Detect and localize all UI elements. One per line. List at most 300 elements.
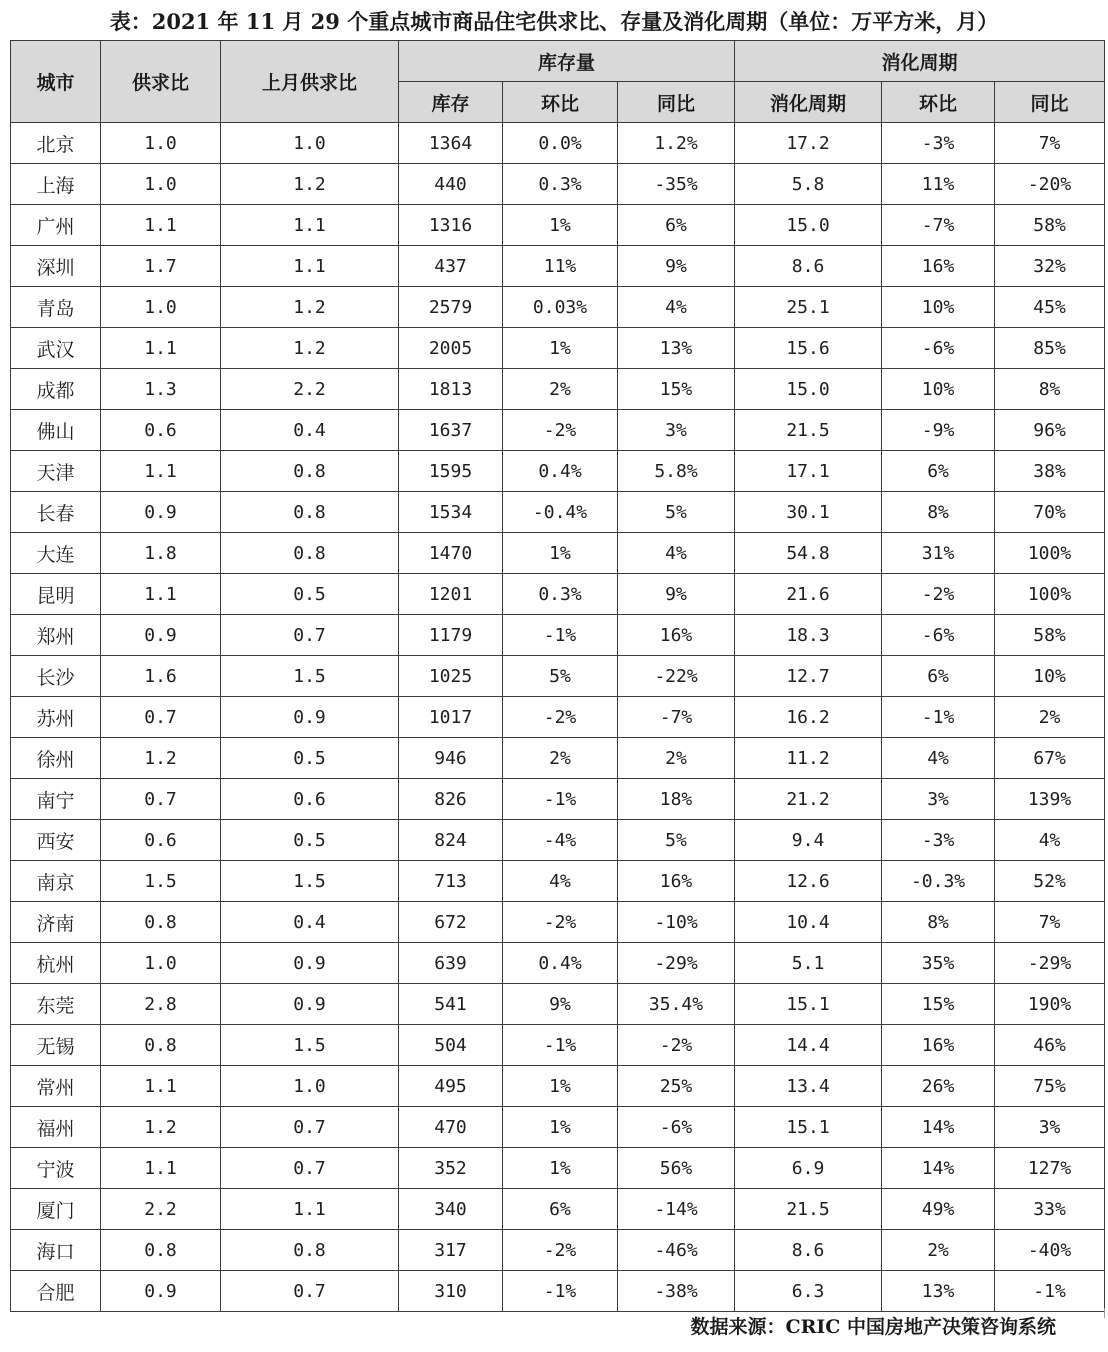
cell-inventory: 1025 <box>399 656 503 697</box>
cell-city: 合肥 <box>11 1271 101 1312</box>
cell-digest-mom: 16% <box>882 246 995 287</box>
cell-prev-month-ratio: 1.0 <box>221 1066 399 1107</box>
cell-city: 苏州 <box>11 697 101 738</box>
cell-city: 东莞 <box>11 984 101 1025</box>
cell-digest-period: 6.9 <box>735 1148 882 1189</box>
cell-supply-ratio: 1.1 <box>101 205 221 246</box>
cell-prev-month-ratio: 0.5 <box>221 574 399 615</box>
header-digest-period: 消化周期 <box>735 82 882 123</box>
cell-digest-mom: 31% <box>882 533 995 574</box>
cell-digest-period: 12.6 <box>735 861 882 902</box>
cell-inventory-mom: 5% <box>503 656 618 697</box>
cell-digest-yoy: 45% <box>995 287 1105 328</box>
cell-prev-month-ratio: 0.9 <box>221 984 399 1025</box>
cell-supply-ratio: 1.8 <box>101 533 221 574</box>
cell-digest-yoy: 3% <box>995 1107 1105 1148</box>
cell-supply-ratio: 1.1 <box>101 1066 221 1107</box>
cell-city: 成都 <box>11 369 101 410</box>
cell-prev-month-ratio: 1.1 <box>221 205 399 246</box>
cell-digest-yoy: 32% <box>995 246 1105 287</box>
table-row <box>11 164 1105 205</box>
cell-inventory-yoy: 18% <box>618 779 735 820</box>
cell-supply-ratio: 0.9 <box>101 615 221 656</box>
cell-inventory-yoy: 13% <box>618 328 735 369</box>
cell-digest-period: 10.4 <box>735 902 882 943</box>
cell-prev-month-ratio: 0.5 <box>221 738 399 779</box>
cell-supply-ratio: 1.2 <box>101 1107 221 1148</box>
cell-supply-ratio: 2.8 <box>101 984 221 1025</box>
table-row <box>11 615 1105 656</box>
cell-supply-ratio: 1.0 <box>101 287 221 328</box>
cell-inventory-yoy: 4% <box>618 533 735 574</box>
table-row <box>11 1148 1105 1189</box>
table-row <box>11 779 1105 820</box>
cell-prev-month-ratio: 0.7 <box>221 1271 399 1312</box>
data-source-note: 数据来源：CRIC 中国房地产决策咨询系统 <box>690 1316 1056 1338</box>
cell-digest-period: 12.7 <box>735 656 882 697</box>
cell-inventory-mom: -1% <box>503 1271 618 1312</box>
cell-digest-yoy: 52% <box>995 861 1105 902</box>
header-digest-mom: 环比 <box>882 82 995 123</box>
cell-digest-yoy: 46% <box>995 1025 1105 1066</box>
cell-prev-month-ratio: 1.5 <box>221 1025 399 1066</box>
cell-inventory: 1534 <box>399 492 503 533</box>
cell-digest-yoy: 8% <box>995 369 1105 410</box>
cell-inventory-yoy: 35.4% <box>618 984 735 1025</box>
cell-inventory-yoy: -2% <box>618 1025 735 1066</box>
cell-inventory-mom: 0.3% <box>503 574 618 615</box>
cell-supply-ratio: 0.8 <box>101 902 221 943</box>
table-title: 表：2021 年 11 月 29 个重点城市商品住宅供求比、存量及消化周期（单位：万平方米，月） <box>109 9 999 34</box>
cell-digest-mom: 35% <box>882 943 995 984</box>
cell-digest-mom: -1% <box>882 697 995 738</box>
cell-city: 长春 <box>11 492 101 533</box>
cell-inventory-yoy: -46% <box>618 1230 735 1271</box>
cell-city: 海口 <box>11 1230 101 1271</box>
cell-inventory-mom: 0.3% <box>503 164 618 205</box>
cell-inventory: 340 <box>399 1189 503 1230</box>
cell-supply-ratio: 1.0 <box>101 123 221 164</box>
cell-prev-month-ratio: 1.0 <box>221 123 399 164</box>
cell-supply-ratio: 1.1 <box>101 451 221 492</box>
cell-digest-period: 25.1 <box>735 287 882 328</box>
cell-inventory-mom: 0.4% <box>503 943 618 984</box>
cell-prev-month-ratio: 0.8 <box>221 492 399 533</box>
table-row <box>11 287 1105 328</box>
cell-inventory-mom: 2% <box>503 369 618 410</box>
cell-prev-month-ratio: 0.8 <box>221 451 399 492</box>
cell-digest-yoy: -40% <box>995 1230 1105 1271</box>
cell-inventory-mom: -1% <box>503 1025 618 1066</box>
cell-inventory: 437 <box>399 246 503 287</box>
table-row <box>11 984 1105 1025</box>
cell-inventory: 504 <box>399 1025 503 1066</box>
cell-digest-period: 13.4 <box>735 1066 882 1107</box>
cell-digest-period: 16.2 <box>735 697 882 738</box>
cell-digest-period: 8.6 <box>735 246 882 287</box>
cell-inventory-yoy: 3% <box>618 410 735 451</box>
cell-digest-mom: 49% <box>882 1189 995 1230</box>
cell-prev-month-ratio: 0.9 <box>221 943 399 984</box>
cell-digest-mom: 8% <box>882 902 995 943</box>
cell-digest-period: 14.4 <box>735 1025 882 1066</box>
cell-inventory-mom: 0.0% <box>503 123 618 164</box>
cell-inventory: 1017 <box>399 697 503 738</box>
cell-inventory-yoy: -35% <box>618 164 735 205</box>
table-row <box>11 1271 1105 1312</box>
cell-supply-ratio: 0.6 <box>101 820 221 861</box>
cell-digest-mom: 6% <box>882 451 995 492</box>
cell-digest-yoy: 7% <box>995 123 1105 164</box>
table-row <box>11 410 1105 451</box>
cell-digest-mom: 15% <box>882 984 995 1025</box>
cell-digest-mom: 13% <box>882 1271 995 1312</box>
cell-prev-month-ratio: 1.1 <box>221 1189 399 1230</box>
cell-inventory-yoy: 6% <box>618 205 735 246</box>
cell-city: 济南 <box>11 902 101 943</box>
cell-digest-yoy: 100% <box>995 533 1105 574</box>
header-inventory-group: 库存量 <box>399 41 735 82</box>
cell-digest-yoy: -29% <box>995 943 1105 984</box>
cell-inventory-mom: 4% <box>503 861 618 902</box>
header-city: 城市 <box>11 41 101 123</box>
cell-digest-yoy: 33% <box>995 1189 1105 1230</box>
cell-prev-month-ratio: 1.1 <box>221 246 399 287</box>
cell-inventory: 1316 <box>399 205 503 246</box>
cell-digest-period: 54.8 <box>735 533 882 574</box>
cell-inventory-mom: 2% <box>503 738 618 779</box>
table-row <box>11 861 1105 902</box>
table-row <box>11 205 1105 246</box>
cell-digest-mom: 8% <box>882 492 995 533</box>
cell-city: 上海 <box>11 164 101 205</box>
cell-city: 西安 <box>11 820 101 861</box>
cell-inventory-mom: 6% <box>503 1189 618 1230</box>
cell-prev-month-ratio: 0.7 <box>221 615 399 656</box>
cell-digest-period: 15.0 <box>735 205 882 246</box>
cell-inventory: 826 <box>399 779 503 820</box>
cell-supply-ratio: 1.7 <box>101 246 221 287</box>
cell-digest-mom: 6% <box>882 656 995 697</box>
cell-digest-yoy: 7% <box>995 902 1105 943</box>
table-row <box>11 943 1105 984</box>
table-row <box>11 1107 1105 1148</box>
cell-supply-ratio: 1.0 <box>101 943 221 984</box>
cell-city: 佛山 <box>11 410 101 451</box>
cell-city: 常州 <box>11 1066 101 1107</box>
table-row <box>11 451 1105 492</box>
table-row <box>11 1230 1105 1271</box>
cell-digest-period: 17.2 <box>735 123 882 164</box>
header-inventory: 库存 <box>399 82 503 123</box>
header-digest-group: 消化周期 <box>735 41 1105 82</box>
cell-digest-yoy: 127% <box>995 1148 1105 1189</box>
cell-inventory-yoy: -22% <box>618 656 735 697</box>
table-row <box>11 820 1105 861</box>
cell-supply-ratio: 1.0 <box>101 164 221 205</box>
cell-digest-period: 30.1 <box>735 492 882 533</box>
cell-digest-period: 9.4 <box>735 820 882 861</box>
cell-inventory: 541 <box>399 984 503 1025</box>
cell-inventory: 1179 <box>399 615 503 656</box>
cell-digest-yoy: 58% <box>995 615 1105 656</box>
cell-digest-yoy: -20% <box>995 164 1105 205</box>
table-row <box>11 123 1105 164</box>
cell-inventory-mom: 1% <box>503 533 618 574</box>
cell-digest-mom: 2% <box>882 1230 995 1271</box>
header-prev-month-ratio: 上月供求比 <box>221 41 399 123</box>
table-row <box>11 492 1105 533</box>
header-inventory-yoy: 同比 <box>618 82 735 123</box>
cell-digest-mom: -6% <box>882 328 995 369</box>
cell-inventory-yoy: 56% <box>618 1148 735 1189</box>
cell-city: 天津 <box>11 451 101 492</box>
cell-supply-ratio: 1.3 <box>101 369 221 410</box>
cell-city: 福州 <box>11 1107 101 1148</box>
cell-supply-ratio: 1.1 <box>101 328 221 369</box>
cell-inventory-mom: 11% <box>503 246 618 287</box>
cell-prev-month-ratio: 0.8 <box>221 533 399 574</box>
cell-digest-mom: -3% <box>882 820 995 861</box>
cell-prev-month-ratio: 0.5 <box>221 820 399 861</box>
cell-digest-period: 11.2 <box>735 738 882 779</box>
cell-inventory: 672 <box>399 902 503 943</box>
cell-inventory-mom: -2% <box>503 902 618 943</box>
city-supply-table <box>10 40 1105 1312</box>
cell-inventory-yoy: 2% <box>618 738 735 779</box>
cell-digest-yoy: -1% <box>995 1271 1105 1312</box>
cell-digest-yoy: 4% <box>995 820 1105 861</box>
cell-inventory-mom: -1% <box>503 779 618 820</box>
cell-city: 深圳 <box>11 246 101 287</box>
cell-digest-yoy: 85% <box>995 328 1105 369</box>
header-digest-yoy: 同比 <box>995 82 1105 123</box>
cell-inventory-mom: -4% <box>503 820 618 861</box>
cell-inventory-mom: 1% <box>503 1107 618 1148</box>
cell-digest-period: 21.6 <box>735 574 882 615</box>
cell-prev-month-ratio: 0.7 <box>221 1107 399 1148</box>
cell-inventory: 2579 <box>399 287 503 328</box>
cell-prev-month-ratio: 1.2 <box>221 328 399 369</box>
cell-prev-month-ratio: 0.6 <box>221 779 399 820</box>
cell-inventory-yoy: -29% <box>618 943 735 984</box>
cell-digest-period: 6.3 <box>735 1271 882 1312</box>
cell-inventory-yoy: 4% <box>618 287 735 328</box>
cell-supply-ratio: 1.5 <box>101 861 221 902</box>
cell-inventory-yoy: 1.2% <box>618 123 735 164</box>
cell-inventory-yoy: -6% <box>618 1107 735 1148</box>
table-row <box>11 1189 1105 1230</box>
cell-city: 长沙 <box>11 656 101 697</box>
cell-city: 杭州 <box>11 943 101 984</box>
cell-inventory-mom: 1% <box>503 1148 618 1189</box>
cell-inventory-yoy: 9% <box>618 246 735 287</box>
cell-supply-ratio: 0.8 <box>101 1025 221 1066</box>
cell-inventory-yoy: -14% <box>618 1189 735 1230</box>
table-row <box>11 1066 1105 1107</box>
cell-inventory: 713 <box>399 861 503 902</box>
cell-supply-ratio: 1.2 <box>101 738 221 779</box>
cell-inventory-yoy: -38% <box>618 1271 735 1312</box>
cell-city: 北京 <box>11 123 101 164</box>
cell-supply-ratio: 1.1 <box>101 1148 221 1189</box>
cell-inventory: 1470 <box>399 533 503 574</box>
cell-digest-yoy: 38% <box>995 451 1105 492</box>
cell-inventory-yoy: 5.8% <box>618 451 735 492</box>
cell-digest-yoy: 2% <box>995 697 1105 738</box>
cell-supply-ratio: 0.8 <box>101 1230 221 1271</box>
cell-digest-yoy: 75% <box>995 1066 1105 1107</box>
cell-inventory-mom: 1% <box>503 205 618 246</box>
cell-inventory-yoy: 9% <box>618 574 735 615</box>
cell-inventory-mom: 1% <box>503 328 618 369</box>
header-inventory-mom: 环比 <box>503 82 618 123</box>
cell-city: 徐州 <box>11 738 101 779</box>
cell-inventory: 946 <box>399 738 503 779</box>
cell-digest-yoy: 139% <box>995 779 1105 820</box>
cell-digest-period: 8.6 <box>735 1230 882 1271</box>
cell-supply-ratio: 0.6 <box>101 410 221 451</box>
table-row <box>11 533 1105 574</box>
cell-inventory: 352 <box>399 1148 503 1189</box>
cell-digest-yoy: 190% <box>995 984 1105 1025</box>
cell-city: 武汉 <box>11 328 101 369</box>
cell-inventory-mom: -2% <box>503 1230 618 1271</box>
cell-inventory: 1637 <box>399 410 503 451</box>
cell-supply-ratio: 0.9 <box>101 1271 221 1312</box>
cell-inventory-mom: -0.4% <box>503 492 618 533</box>
cell-inventory-yoy: 5% <box>618 820 735 861</box>
table-row <box>11 328 1105 369</box>
cell-city: 南宁 <box>11 779 101 820</box>
cell-digest-mom: 26% <box>882 1066 995 1107</box>
cell-inventory-yoy: 25% <box>618 1066 735 1107</box>
cell-prev-month-ratio: 1.2 <box>221 164 399 205</box>
cell-digest-yoy: 100% <box>995 574 1105 615</box>
cell-inventory-yoy: 16% <box>618 615 735 656</box>
cell-inventory-mom: 9% <box>503 984 618 1025</box>
cell-inventory-mom: 0.03% <box>503 287 618 328</box>
cell-supply-ratio: 1.6 <box>101 656 221 697</box>
cell-supply-ratio: 2.2 <box>101 1189 221 1230</box>
cell-digest-mom: 14% <box>882 1107 995 1148</box>
cell-inventory-yoy: 5% <box>618 492 735 533</box>
cell-inventory: 310 <box>399 1271 503 1312</box>
cell-prev-month-ratio: 1.2 <box>221 287 399 328</box>
cell-inventory: 2005 <box>399 328 503 369</box>
cell-digest-mom: -9% <box>882 410 995 451</box>
cell-digest-yoy: 96% <box>995 410 1105 451</box>
cell-digest-period: 15.0 <box>735 369 882 410</box>
cell-inventory: 824 <box>399 820 503 861</box>
table-row <box>11 574 1105 615</box>
cell-digest-period: 15.1 <box>735 1107 882 1148</box>
cell-inventory: 470 <box>399 1107 503 1148</box>
cell-digest-mom: -0.3% <box>882 861 995 902</box>
cell-digest-period: 18.3 <box>735 615 882 656</box>
cell-inventory: 639 <box>399 943 503 984</box>
cell-digest-mom: -7% <box>882 205 995 246</box>
header-supply-ratio: 供求比 <box>101 41 221 123</box>
cell-inventory: 495 <box>399 1066 503 1107</box>
cell-supply-ratio: 1.1 <box>101 574 221 615</box>
table-row <box>11 738 1105 779</box>
cell-inventory-mom: -2% <box>503 697 618 738</box>
cell-prev-month-ratio: 2.2 <box>221 369 399 410</box>
cell-inventory: 1813 <box>399 369 503 410</box>
cell-inventory: 440 <box>399 164 503 205</box>
cell-digest-period: 21.5 <box>735 1189 882 1230</box>
table-row <box>11 1025 1105 1066</box>
cell-digest-yoy: 10% <box>995 656 1105 697</box>
cell-city: 郑州 <box>11 615 101 656</box>
cell-supply-ratio: 0.9 <box>101 492 221 533</box>
cell-prev-month-ratio: 1.5 <box>221 656 399 697</box>
cell-prev-month-ratio: 1.5 <box>221 861 399 902</box>
cell-city: 青岛 <box>11 287 101 328</box>
cell-inventory-mom: 1% <box>503 1066 618 1107</box>
cell-prev-month-ratio: 0.7 <box>221 1148 399 1189</box>
cell-inventory: 1364 <box>399 123 503 164</box>
cell-digest-mom: 16% <box>882 1025 995 1066</box>
table-body <box>11 123 1105 1312</box>
cell-supply-ratio: 0.7 <box>101 779 221 820</box>
cell-digest-period: 15.1 <box>735 984 882 1025</box>
table-row <box>11 369 1105 410</box>
cell-inventory: 317 <box>399 1230 503 1271</box>
cell-digest-yoy: 70% <box>995 492 1105 533</box>
table-row <box>11 246 1105 287</box>
cell-city: 昆明 <box>11 574 101 615</box>
cell-supply-ratio: 0.7 <box>101 697 221 738</box>
cell-digest-mom: 4% <box>882 738 995 779</box>
cell-prev-month-ratio: 0.9 <box>221 697 399 738</box>
cell-inventory-yoy: 16% <box>618 861 735 902</box>
cell-city: 无锡 <box>11 1025 101 1066</box>
cell-digest-mom: -2% <box>882 574 995 615</box>
cell-digest-mom: 10% <box>882 287 995 328</box>
cell-prev-month-ratio: 0.8 <box>221 1230 399 1271</box>
cell-digest-mom: 10% <box>882 369 995 410</box>
cell-digest-yoy: 58% <box>995 205 1105 246</box>
cell-inventory-mom: 0.4% <box>503 451 618 492</box>
cell-inventory-mom: -2% <box>503 410 618 451</box>
cell-digest-period: 21.5 <box>735 410 882 451</box>
cell-digest-yoy: 67% <box>995 738 1105 779</box>
table-row <box>11 902 1105 943</box>
edge-divider <box>1104 1308 1105 1318</box>
cell-digest-mom: 11% <box>882 164 995 205</box>
cell-prev-month-ratio: 0.4 <box>221 410 399 451</box>
cell-inventory-mom: -1% <box>503 615 618 656</box>
cell-inventory-yoy: -10% <box>618 902 735 943</box>
cell-digest-mom: 3% <box>882 779 995 820</box>
table-row <box>11 697 1105 738</box>
cell-digest-period: 5.1 <box>735 943 882 984</box>
cell-inventory: 1595 <box>399 451 503 492</box>
cell-digest-mom: 14% <box>882 1148 995 1189</box>
cell-digest-mom: -3% <box>882 123 995 164</box>
cell-inventory-yoy: -7% <box>618 697 735 738</box>
cell-city: 宁波 <box>11 1148 101 1189</box>
table-row <box>11 656 1105 697</box>
cell-city: 厦门 <box>11 1189 101 1230</box>
cell-city: 南京 <box>11 861 101 902</box>
cell-digest-period: 5.8 <box>735 164 882 205</box>
cell-digest-mom: -6% <box>882 615 995 656</box>
cell-inventory: 1201 <box>399 574 503 615</box>
cell-inventory-yoy: 15% <box>618 369 735 410</box>
